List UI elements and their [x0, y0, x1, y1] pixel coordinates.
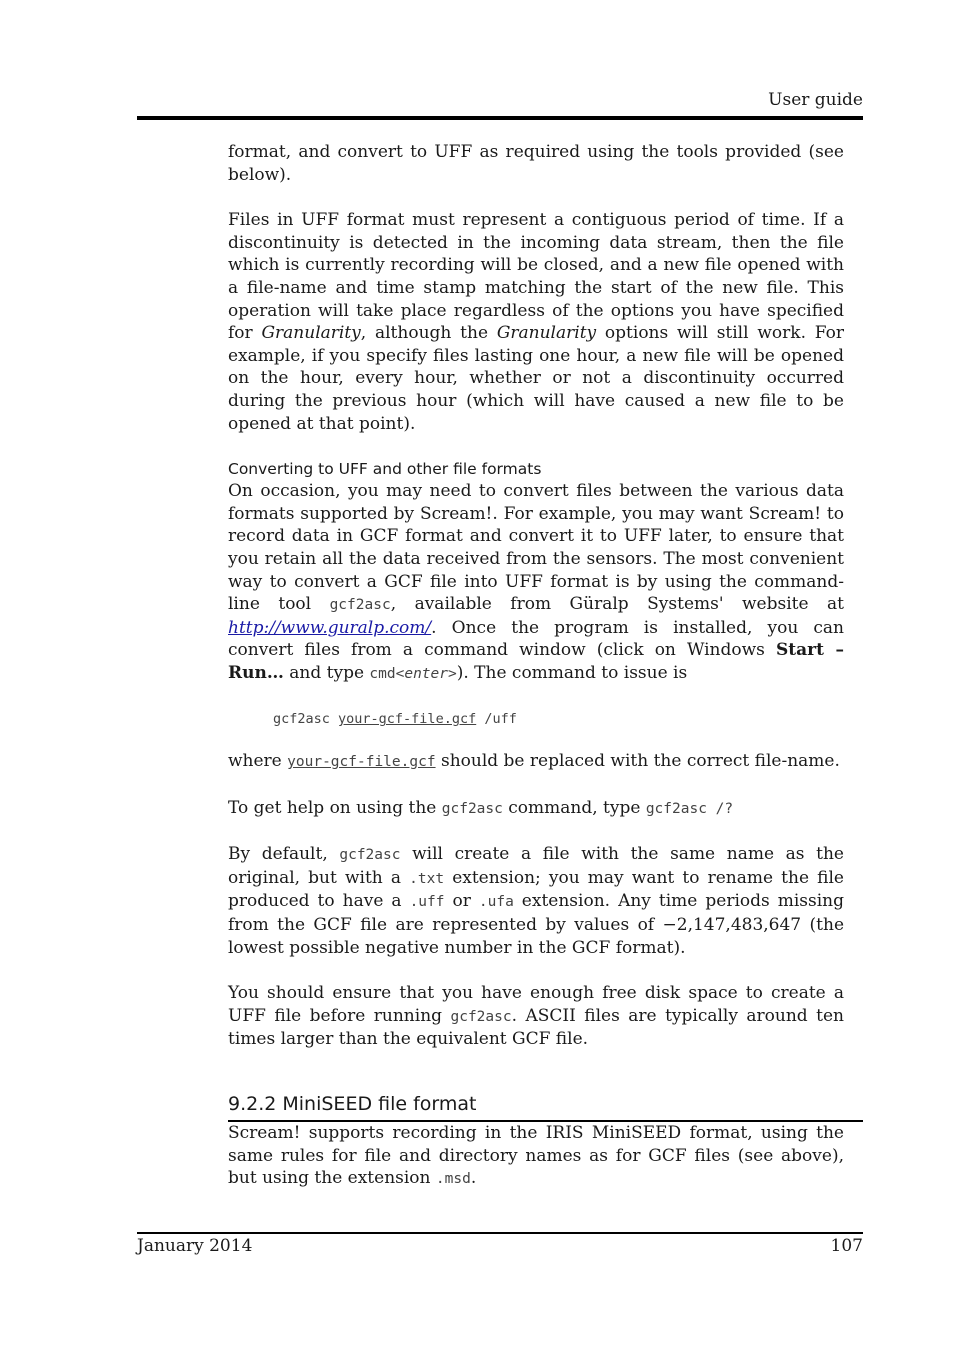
code-run: cmd< [369, 665, 405, 682]
paragraph-miniseed [228, 1122, 844, 1191]
text-run: extension; you may want to rename the file produced to have a [228, 867, 844, 912]
text-run: On occasion, you may need to convert files between the various data formats supported by Scream!. For example, you may want Scream! to record data in GCF format and convert it to UFF later, to ensure that you retain all the data received from the sensors. The most convenient way to convert a GCF file into UFF format is by using the command-line tool [228, 481, 844, 615]
text-run: You should ensure that you have enough free disk space to create a UFF file before running [228, 983, 844, 1026]
section-body [228, 1122, 844, 1191]
code-msd-ext: .msd [435, 1171, 471, 1188]
code-enter: enter [404, 665, 448, 682]
page-number: 107 [830, 1236, 863, 1256]
code-run: > [448, 665, 457, 682]
footer-date: January 2014 [137, 1236, 253, 1256]
text-run: Scream! supports recording in the IRIS MiniSEED format, using the same rules for file and directory names as for GCF files (see above), but using the extension [228, 1123, 844, 1189]
guralp-website-link[interactable]: http://www.guralp.com/ [228, 617, 432, 638]
text-run: Files in UFF format must represent a contiguous period of time. If a discontinuity is detected in the incoming data stream, then the file which is currently recording will be closed, and a new file opened with a file-name and time stamp matching the start of the new file. This operation will take place regardless of the options you have specified for [228, 210, 844, 344]
code-example-line [273, 708, 844, 731]
code-cmd [369, 666, 456, 682]
text-run: , although the [360, 323, 497, 344]
code-gcf2asc: gcf2asc [450, 1008, 512, 1025]
paragraph-format-convert: format, and convert to UFF as required using the tools provided (see below). [228, 142, 844, 185]
text-run: ). The command to issue is [456, 662, 688, 683]
text-run: or [444, 891, 479, 912]
paragraph-default [228, 843, 844, 959]
text-run: To get help on using the [228, 797, 442, 818]
text-run: . [470, 1168, 477, 1189]
paragraph-disk-space [228, 982, 844, 1051]
text-run: . ASCII files are typically around ten times larger than the equivalent GCF file. [228, 1005, 844, 1050]
paragraph-converting [228, 480, 844, 685]
footer-rule [137, 1232, 863, 1234]
code-txt-ext: .txt [409, 870, 445, 887]
code-gcf2asc: gcf2asc [441, 800, 503, 817]
text-run: and type [283, 662, 370, 683]
text-run: will create a file with the same name as the original, but with a [228, 844, 844, 888]
code-gcf2asc: gcf2asc [339, 847, 401, 864]
start-run-menu-text: Start – Run… [228, 640, 845, 683]
section-heading: 9.2.2 MiniSEED file format [228, 1093, 477, 1115]
code-gcf2asc: gcf2asc [329, 597, 391, 614]
paragraph-help [228, 797, 844, 821]
code-flag: /uff [476, 711, 517, 728]
text-run: , available from Güralp Systems' website at [390, 594, 844, 615]
page-header-title: User guide [768, 90, 863, 110]
text-run: options will still work. For example, if you specify files lasting one hour, a new file will be opened on the hour, every hour, whether or not a discontinuity occurred during the previous hour (which will have caused a new file to be opened at that point). [228, 323, 845, 434]
code-help-command: gcf2asc /? [645, 800, 734, 817]
code-filename: your-gcf-file.gcf [287, 754, 436, 771]
main-content [228, 141, 844, 1074]
subheading-converting: Converting to UFF and other file formats [228, 460, 542, 479]
code-ufa-ext: .ufa [478, 894, 514, 911]
header-rule [137, 116, 863, 120]
code-uff-ext: .uff [409, 894, 445, 911]
paragraph-contiguous-period [228, 209, 844, 435]
text-run: command, type [502, 797, 646, 818]
text-run: . Once the program is installed, you can convert files from a command window (click on Windows [228, 617, 844, 661]
text-run: where [228, 751, 288, 772]
text-run: By default, [228, 844, 340, 865]
emphasis-granularity: Granularity [261, 323, 361, 344]
text-run: extension. Any time periods missing from the GCF file are represented by values of −2,147,483,647 (the lowest possible negative number in the GCF format). [228, 891, 845, 958]
code-command: gcf2asc [273, 711, 339, 728]
paragraph-where [228, 750, 844, 774]
text-run: should be replaced with the correct file-name. [435, 751, 840, 772]
code-argument: your-gcf-file.gcf [338, 711, 477, 728]
emphasis-granularity: Granularity [496, 323, 597, 344]
